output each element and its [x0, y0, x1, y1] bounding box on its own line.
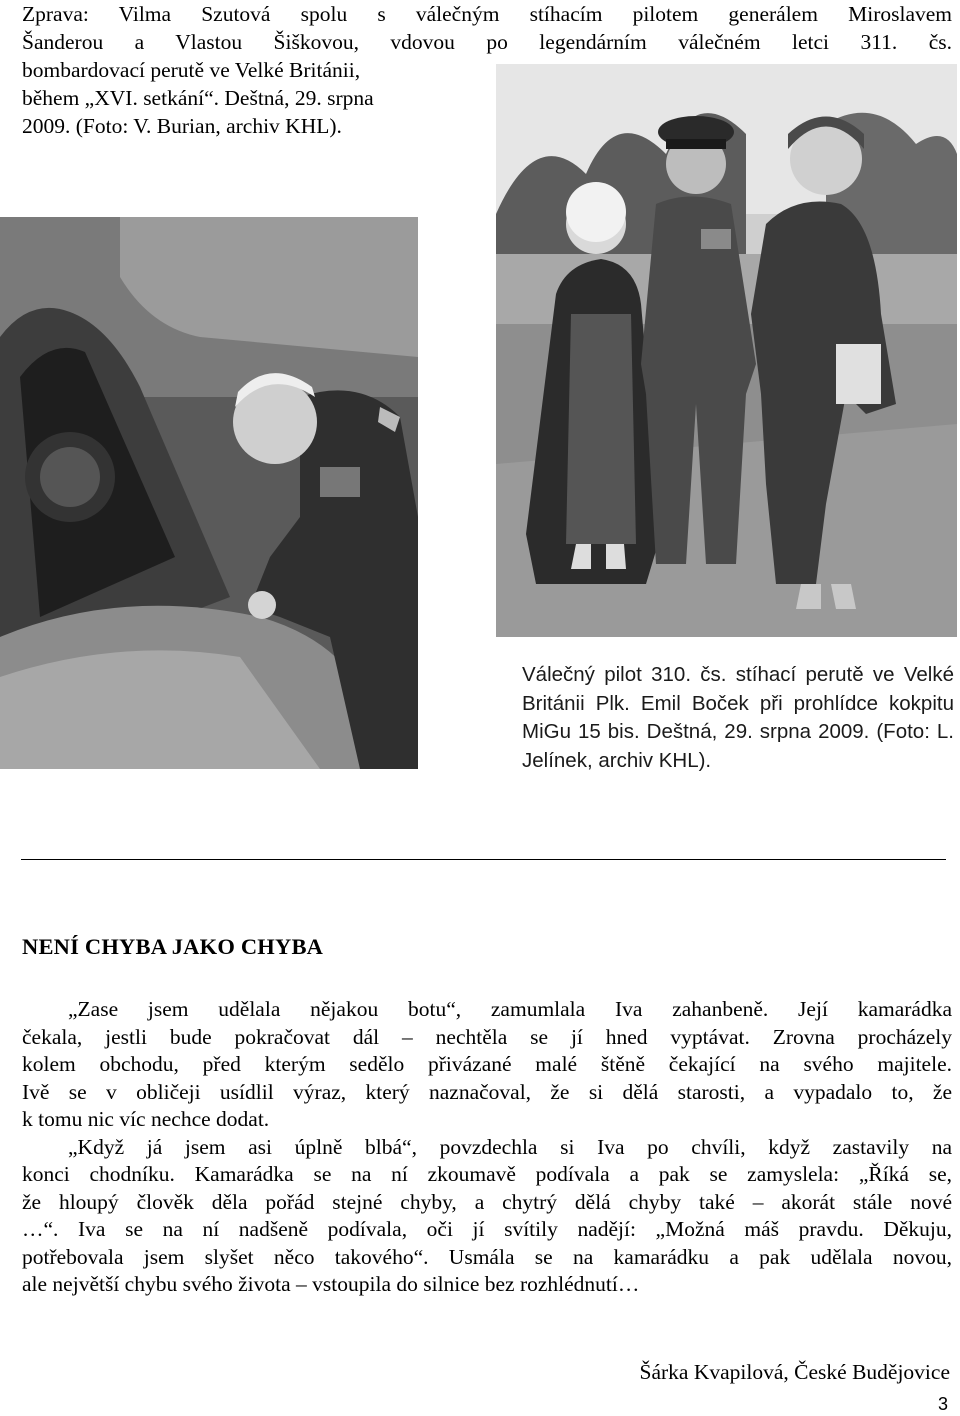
text-line: ale největší chybu svého života – vstoupila do silnice bez rozhlédnutí…	[22, 1272, 640, 1296]
text-line: kolem obchodu, před kterým sedělo přivázané malé štěně čekající na svého majitele.	[22, 1052, 952, 1076]
page-number: 3	[937, 1394, 948, 1414]
caption-line: Šanderou a Vlastou Šiškovou, vdovou po legendárním válečném letci 311. čs.	[22, 30, 952, 54]
caption-line: během „XVI. setkání“. Deštná, 29. srpna	[22, 86, 374, 110]
article-body	[22, 996, 952, 1299]
cockpit-photo-caption	[522, 661, 954, 775]
photo-three-people-icon	[496, 64, 957, 637]
text-line: k tomu nic víc nechce dodat.	[22, 1107, 270, 1131]
text-line: „Zase jsem udělala nějakou botu“, zamumlala Iva zahanbeně. Její kamarádka	[68, 997, 952, 1021]
caption-line: Válečný pilot 310. čs. stíhací perutě ve Velké	[522, 663, 954, 686]
caption-line: 2009. (Foto: V. Burian, archiv KHL).	[22, 114, 342, 138]
group-photo	[496, 64, 957, 637]
text-line: konci chodníku. Kamarádka se na ní zkoumavě podívala a pak se zamyslela: „Říká se,	[22, 1162, 952, 1186]
caption-line: Jelínek, archiv KHL).	[522, 748, 712, 772]
paragraph	[22, 1134, 952, 1299]
author-signature: Šárka Kvapilová, České Budějovice	[639, 1360, 950, 1384]
photo-pilot-cockpit-icon	[0, 217, 418, 769]
cockpit-photo	[0, 217, 418, 769]
text-line: čekala, jestli bude pokračovat dál – nechtěla se jí hned vyptávat. Zrovna procházely	[22, 1024, 952, 1049]
caption-line: bombardovací perutě ve Velké Británii,	[22, 58, 361, 82]
caption-line: MiGu 15 bis. Deštná, 29. srpna 2009. (Foto: L.	[522, 720, 954, 743]
section-divider	[21, 859, 946, 860]
paragraph	[22, 996, 952, 1134]
text-line: potřebovala jsem slyšet něco takového“. Usmála se na kamarádku a pak udělala novou,	[22, 1244, 952, 1269]
caption-line: Británii Plk. Emil Boček při prohlídce kokpitu	[522, 691, 954, 715]
text-line: Ivě se v obličeji usídlil výraz, který naznačoval, že si dělá starosti, a vypadalo to, že	[22, 1079, 952, 1104]
text-line: „Když já jsem asi úplně blbá“, povzdechla si Iva po chvíli, když zastavily na	[68, 1134, 952, 1159]
article-heading: NENÍ CHYBA JAKO CHYBA	[22, 934, 324, 959]
text-line: že hloupý člověk děla pořád stejné chyby, a chytrý dělá chyby také – akorát stále nové	[22, 1189, 952, 1214]
text-line: …“. Iva se na ní nadšeně podívala, oči jí svítily nadějí: „Možná máš pravdu. Děkuju,	[22, 1217, 952, 1241]
caption-line: Zprava: Vilma Szutová spolu s válečným stíhacím pilotem generálem Miroslavem	[22, 2, 952, 26]
